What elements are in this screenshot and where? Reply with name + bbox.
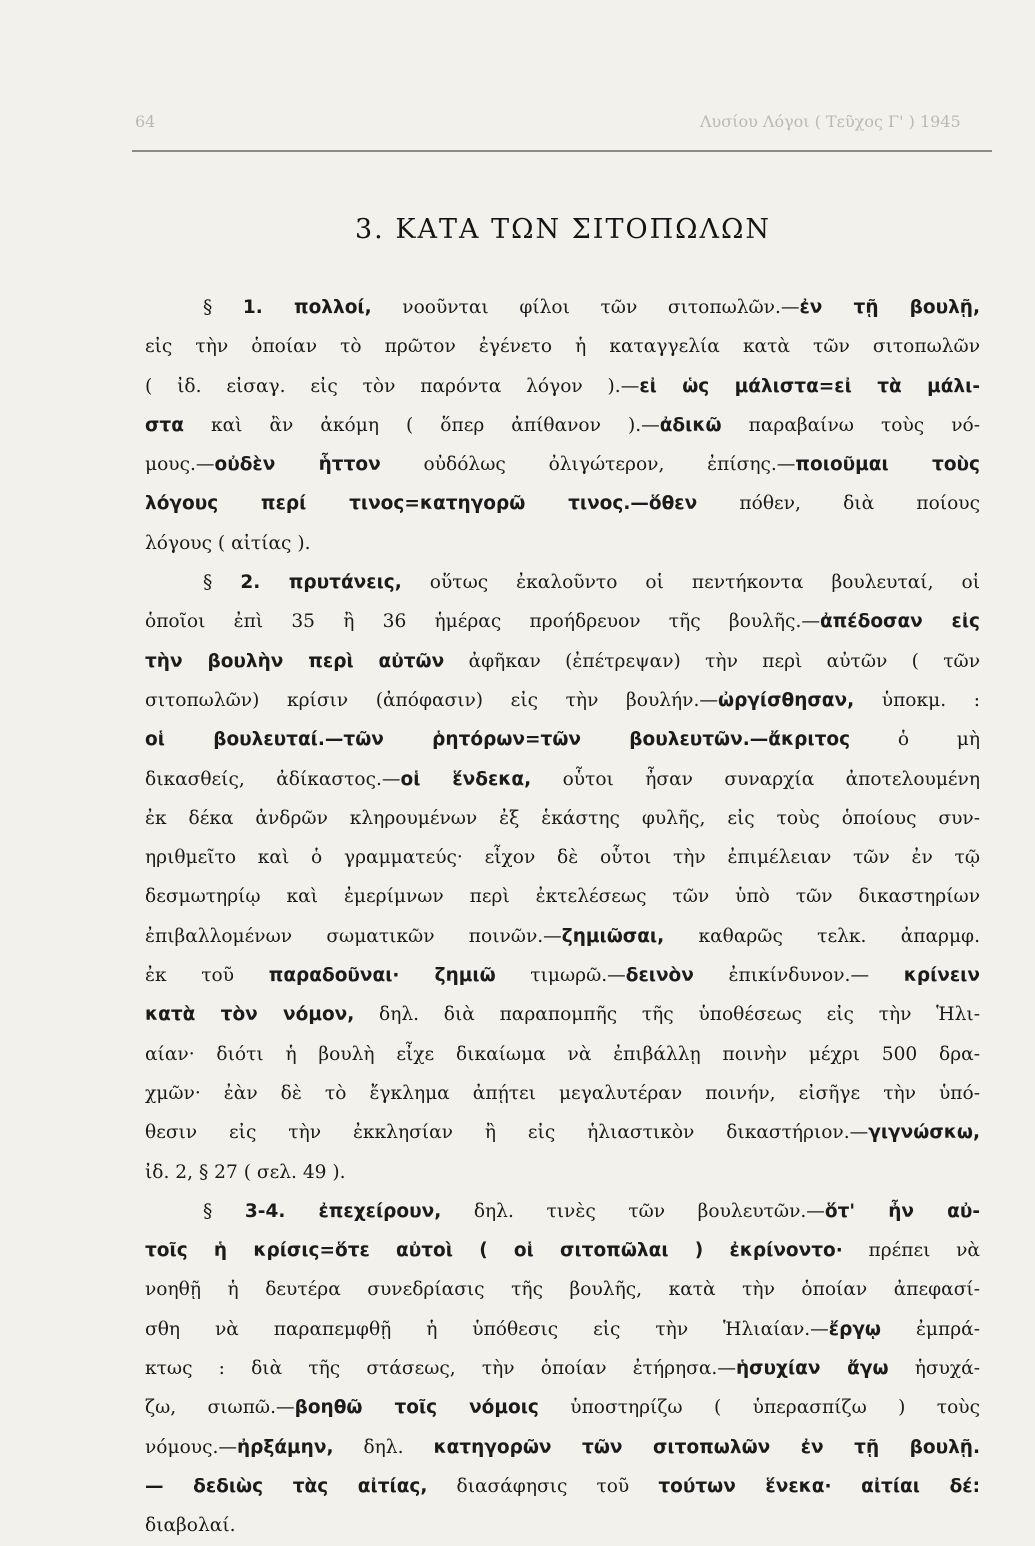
lemma-term: κατηγορῶν τῶν σιτοπωλῶν ἐν τῇ βουλῇ. <box>433 1436 980 1458</box>
gloss-text: § <box>203 297 243 318</box>
lemma-term: ζημιῶσαι, <box>561 925 665 947</box>
gloss-text: ζω, σιωπῶ.— <box>145 1397 295 1419</box>
gloss-text: ἐκ τοῦ <box>145 965 269 987</box>
text-line <box>145 1506 980 1545</box>
text-line <box>145 1035 980 1074</box>
text-line <box>145 720 980 759</box>
lemma-term: κρίνειν <box>903 965 980 987</box>
text-line <box>145 838 980 877</box>
lemma-term: στα <box>145 414 184 436</box>
lemma-term: 3-4. ἐπεχείρουν, <box>244 1200 442 1222</box>
lemma-term: ἀπέδοσαν εἰς <box>819 611 980 633</box>
text-line <box>145 877 980 916</box>
gloss-text: δηλ. <box>333 1436 434 1458</box>
lemma-term: ἡσυχίαν ἄγω <box>735 1358 889 1380</box>
lemma-term: ποιοῦμαι τοὺς <box>795 454 980 476</box>
gloss-text: ἡσυχά- <box>888 1358 980 1380</box>
gloss-text: ἐπικίνδυνον.— <box>693 965 904 987</box>
text-line <box>145 1388 980 1427</box>
text-line <box>145 1310 980 1349</box>
text-line <box>145 799 980 838</box>
text-line <box>145 367 980 406</box>
text-line <box>145 288 980 327</box>
chapter-title: 3. ΚΑΤΑ ΤΩΝ ΣΙΤΟΠΩΛΩΝ <box>355 214 772 245</box>
text-line <box>145 1428 980 1467</box>
gloss-text: § <box>203 572 241 594</box>
gloss-text: εἰς τὴν ὁποίαν τὸ πρῶτον ἐγένετο ἡ καταγγελία κατὰ τῶν σιτοπωλῶν <box>145 336 980 358</box>
lemma-term: εἰ ὡς μάλιστα=εἰ τὰ μάλι- <box>639 375 981 397</box>
text-line <box>145 681 980 720</box>
lemma-term: ἀδικῶ <box>659 414 722 436</box>
gloss-text: νοηθῇ ἡ δευτέρα συνεδρίασις τῆς βουλῆς, κατὰ τὴν ὁποίαν ἀπεφασί- <box>145 1279 980 1301</box>
gloss-text: ἐπιβαλλομένων σωματικῶν ποινῶν.— <box>145 925 562 947</box>
lemma-term: κατὰ τὸν νόμον, <box>145 1004 355 1026</box>
lemma-term: οἱ ἕνδεκα, <box>400 768 532 790</box>
text-line <box>145 642 980 681</box>
gloss-text: χμῶν· ἐὰν δὲ τὸ ἔγκλημα ἀπῄτει μεγαλυτέραν ποινήν, εἰσῆγε τὴν ὑπό- <box>145 1082 980 1104</box>
gloss-text: πρέπει νὰ <box>842 1240 980 1262</box>
gloss-text: οὗτοι ἦσαν συναρχία ἀποτελουμένη <box>531 768 980 790</box>
text-line <box>145 1349 980 1388</box>
gloss-text: § <box>203 1200 245 1222</box>
gloss-text: καθαρῶς τελκ. ἀπαρμφ. <box>664 925 980 947</box>
gloss-text: ( ἰδ. εἰσαγ. εἰς τὸν παρόντα λόγον ).— <box>145 375 640 397</box>
gloss-text: σθη νὰ παραπεμφθῇ ἡ ὑπόθεσις εἰς τὴν Ἡλιαίαν.— <box>145 1318 829 1340</box>
lemma-term: ἐν τῇ βουλῇ, <box>799 297 980 318</box>
running-title: Λυσίου Λόγοι ( Τεῦχος Γ' ) 1945 <box>700 112 961 131</box>
gloss-text: δεσμωτηρίῳ καὶ ἐμερίμνων περὶ ἐκτελέσεως τῶν ὑπὸ τῶν δικαστηρίων <box>145 886 980 908</box>
gloss-text: ὑποκμ. : <box>854 689 980 711</box>
gloss-text: ὁ μὴ <box>850 729 980 751</box>
lemma-term: 2. πρυτάνεις, <box>240 572 402 594</box>
lemma-term: 1. πολλοί, <box>242 297 372 318</box>
gloss-text: μους.— <box>145 454 215 476</box>
text-line <box>145 1270 980 1309</box>
text-line <box>145 406 980 445</box>
gloss-text: αίαν· διότι ἡ βουλὴ εἶχε δικαίωμα νὰ ἐπιβάλλῃ ποινὴν μέχρι 500 δρα- <box>145 1043 980 1065</box>
gloss-text: οὐδόλως ὀλιγώτερον, ἐπίσης.— <box>380 454 796 476</box>
lemma-term: βοηθῶ τοῖς νόμοις <box>294 1397 539 1419</box>
page-number: 64 <box>135 112 156 131</box>
text-line <box>145 524 980 563</box>
lemma-term: ὅτ' ἦν αὐ- <box>824 1200 980 1222</box>
gloss-text: παραβαίνω τοὺς νό- <box>721 414 980 436</box>
text-line <box>145 1231 980 1270</box>
gloss-text: ἰδ. 2, § 27 ( σελ. 49 ). <box>145 1161 346 1183</box>
text-line <box>145 1074 980 1113</box>
gloss-text: λόγους ( αἰτίας ). <box>145 532 311 554</box>
lemma-term: οὐδὲν ἧττον <box>214 454 381 476</box>
commentary-text <box>145 288 980 1546</box>
text-line <box>145 602 980 641</box>
gloss-text: ἀφῆκαν (ἐπέτρεψαν) τὴν περὶ αὐτῶν ( τῶν <box>444 650 980 672</box>
text-line <box>145 1192 980 1231</box>
text-line <box>145 484 980 523</box>
text-line <box>145 1467 980 1506</box>
gloss-text: διασάφησις τοῦ <box>427 1475 659 1497</box>
gloss-text: δηλ. διὰ παραπομπῆς τῆς ὑποθέσεως εἰς τὴν Ἡλι- <box>354 1004 980 1026</box>
gloss-text: δικασθείς, ἀδίκαστος.— <box>145 768 401 790</box>
gloss-text: οὕτως ἐκαλοῦντο οἱ πεντήκοντα βουλευταί, οἱ <box>401 572 980 594</box>
lemma-term: ἔργῳ <box>828 1318 882 1340</box>
gloss-text: θεσιν εἰς τὴν ἐκκλησίαν ἢ εἰς ἡλιαστικὸν δικαστήριον.— <box>145 1122 869 1144</box>
gloss-text: ἐκ δέκα ἀνδρῶν κληρουμένων ἐξ ἑκάστης φυλῆς, εἰς τοὺς ὁποίους συν- <box>145 807 980 829</box>
gloss-text: νοοῦνται φίλοι τῶν σιτοπωλῶν.— <box>371 297 800 318</box>
text-line <box>145 956 980 995</box>
text-line <box>145 445 980 484</box>
gloss-text: νόμους.— <box>145 1436 237 1458</box>
lemma-term: τοῖς ἡ κρίσις=ὅτε αὐτοὶ ( οἱ σιτοπῶλαι ) ἐκρίνοντο· <box>145 1240 843 1262</box>
gloss-text: κτως : διὰ τῆς στάσεως, τὴν ὁποίαν ἐτήρησα.— <box>145 1358 736 1380</box>
lemma-term: γιγνώσκω, <box>868 1122 980 1144</box>
gloss-text: πόθεν, διὰ ποίους <box>697 493 980 515</box>
gloss-text: διαβολαί. <box>145 1515 236 1537</box>
lemma-term: λόγους περί τινος=κατηγορῶ τινος.—ὅθεν <box>145 493 698 515</box>
text-line <box>145 1153 980 1192</box>
text-line <box>145 917 980 956</box>
lemma-term: τὴν βουλὴν περὶ αὐτῶν <box>145 650 445 672</box>
text-line <box>145 760 980 799</box>
gloss-text: σιτοπωλῶν) κρίσιν (ἀπόφασιν) εἰς τὴν βουλήν.— <box>145 689 718 711</box>
lemma-term: ἠρξάμην, <box>237 1436 334 1458</box>
gloss-text: ἐμπρά- <box>881 1318 980 1340</box>
text-line <box>145 1113 980 1152</box>
lemma-term: ὠργίσθησαν, <box>717 689 855 711</box>
lemma-term: οἱ βουλευταί.—τῶν ῥητόρων=τῶν βουλευτῶν.—ἄκριτος <box>145 729 851 751</box>
gloss-text: τιμωρῶ.— <box>495 965 626 987</box>
lemma-term: — δεδιὼς τὰς αἰτίας, <box>145 1475 428 1497</box>
gloss-text: καὶ ἂν ἀκόμη ( ὅπερ ἀπίθανον ).— <box>183 414 660 436</box>
gloss-text: ὑποστηρίζω ( ὑπερασπίζω ) τοὺς <box>538 1397 980 1419</box>
gloss-text: ηριθμεῖτο καὶ ὁ γραμματεύς· εἶχον δὲ οὗτοι τὴν ἐπιμέλειαν τῶν ἐν τῷ <box>145 847 980 869</box>
gloss-text: ὁποῖοι ἐπὶ 35 ἢ 36 ἡμέρας προήδρευον τῆς βουλῆς.— <box>145 611 820 633</box>
header-rule <box>132 150 992 152</box>
lemma-term: δεινὸν <box>625 965 694 987</box>
lemma-term: τούτων ἕνεκα· αἰτίαι δέ: <box>658 1475 980 1497</box>
lemma-term: παραδοῦναι· ζημιῶ <box>268 965 496 987</box>
text-line <box>145 563 980 602</box>
text-line <box>145 995 980 1034</box>
gloss-text: δηλ. τινὲς τῶν βουλευτῶν.— <box>441 1200 825 1222</box>
text-line <box>145 327 980 366</box>
